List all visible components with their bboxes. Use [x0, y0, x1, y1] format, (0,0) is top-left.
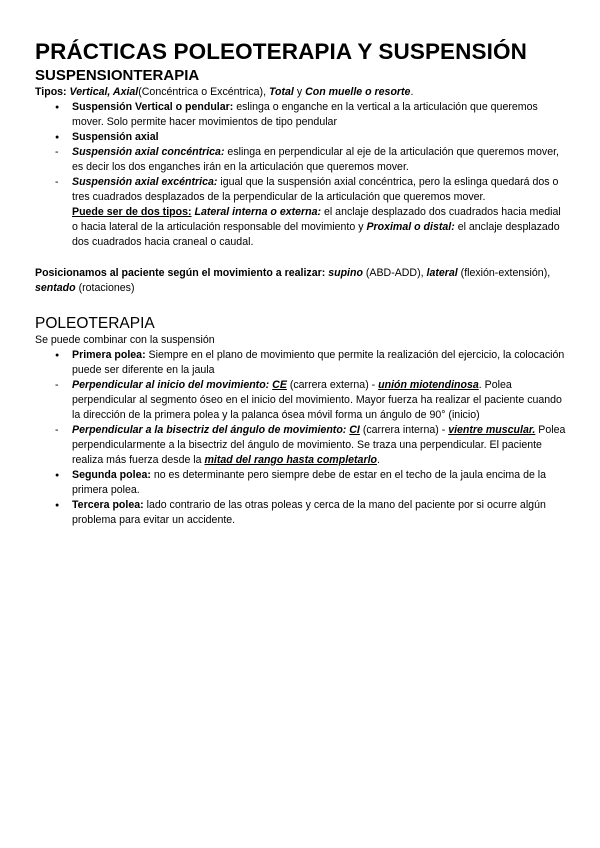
bullet-icon	[55, 100, 67, 116]
list-item: - Perpendicular al inicio del movimiento: CE (carrera externa) - unión miotendinosa. Polea perpendicular al segmento óseo en el inicio del movimiento. Mayor fuerza ha realizar el paciente cuando la dirección de la primera polea y la palanca ósea móvil forma un ángulo de 90° (inicio)	[55, 379, 562, 421]
bullet-icon	[55, 130, 67, 146]
bullet-icon	[55, 348, 67, 364]
dash-marker: -	[55, 424, 59, 436]
dash-marker: -	[55, 379, 59, 391]
suspension-list	[35, 100, 567, 250]
bullet-icon	[55, 468, 67, 484]
poleoterapia-heading: POLEOTERAPIA	[35, 315, 155, 332]
list-item: ● Primera polea: Siempre en el plano de movimiento que permite la realización del ejercicio, la colocación puede ser diferente en la jaula	[35, 348, 567, 378]
document-title: PRÁCTICAS POLEOTERAPIA Y SUSPENSIÓN	[35, 39, 527, 64]
list-item: - Suspensión axial excéntrica: igual que la suspensión axial concéntrica, pero la eslinga quedará dos o tres cuadrados desplazados de la perpendicular de la articulación que queremos mover. Puede ser de dos tipos: Lateral interna o externa: el anclaje desplazado dos cuadrados hacia medial o hacia lateral de la articulación responsable del movimiento y Proximal o distal: el anclaje desplazado dos cuadrados hacia craneal o caudal.	[55, 176, 561, 248]
list-item: - Suspensión axial concéntrica: eslinga en perpendicular al eje de la articulación que queremos mover, es decir los dos enganches irán en la articulación que queremos mover.	[55, 146, 559, 173]
tipos-line: Tipos: Vertical, Axial(Concéntrica o Excéntrica), Total y Con muelle o resorte.	[35, 86, 414, 98]
list-item: ● Segunda polea: no es determinante pero siempre debe de estar en el techo de la jaula encima de la primera polea.	[35, 468, 567, 498]
list-item: - Perpendicular a la bisectriz del ángulo de movimiento: CI (carrera interna) - vientre muscular. Polea perpendicularmente a la bisectriz del ángulo de movimiento. Se traza una perpendicular. El paciente realiza más fuerza desde la mitad del rango hasta completarlo.	[55, 424, 566, 466]
dash-marker: -	[55, 146, 59, 158]
bullet-icon	[55, 498, 67, 514]
posicion-paragraph: Posicionamos al paciente según el movimiento a realizar: supino (ABD-ADD), lateral (flexión-extensión), sentado (rotaciones)	[35, 267, 551, 294]
dash-marker: -	[55, 176, 59, 188]
poleo-intro: Se puede combinar con la suspensión	[35, 334, 215, 346]
list-item: ● Suspensión axial	[35, 130, 567, 145]
suspension-heading: SUSPENSIONTERAPIA	[35, 67, 200, 84]
list-item: ● Tercera polea: lado contrario de las otras poleas y cerca de la mano del paciente por si ocurre algún problema para evitar un accidente.	[35, 498, 567, 528]
list-item: ● Suspensión Vertical o pendular: eslinga o enganche en la vertical a la articulación que queremos mover. Solo permite hacer movimientos de tipo pendular	[35, 100, 567, 130]
poleo-list	[35, 348, 567, 528]
document-page	[35, 38, 567, 528]
